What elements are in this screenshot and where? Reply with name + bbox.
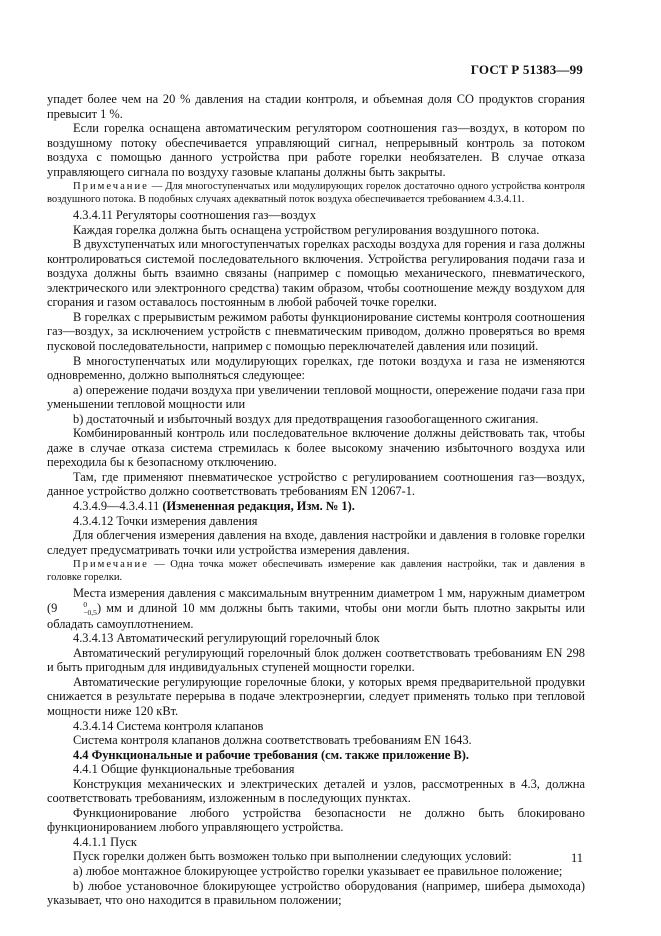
section-heading: 4.4.1.1 Пуск <box>73 834 137 849</box>
section-heading: 4.3.4.13 Автоматический регулирующий горелочный блок <box>73 631 380 646</box>
note-text: — Для многоступенчатых или модулирующих горелок достаточно одного устройства контроля воздушного потока. В подобных случаях адекватный поток воздуха обеспечивается требованием 4.3.4.11. <box>47 181 585 205</box>
tolerance-upper: 0 <box>83 599 88 609</box>
section-heading: 4.4.1 Общие функциональные требования <box>73 762 295 777</box>
paragraph: В горелках с прерывистым режимом работы функционирование системы контроля соотношения газ—воздух, за исключением устройств с пневматическим приводом, должно проверяться во время пусковой последовательности, например с помощью переключателей давления или позиций. <box>47 309 585 354</box>
note-label: Примечание <box>73 559 149 571</box>
section-heading: 4.3.4.12 Точки измерения давления <box>73 513 258 528</box>
page-header: ГОСТ Р 51383—99 <box>470 62 583 77</box>
paragraph: В многоступенчатых или модулирующих горелках, где потоки воздуха и газа не изменяются одновременно, должно выполняться следующее: <box>47 353 585 383</box>
section-heading-bold <box>47 748 585 763</box>
note <box>47 181 585 206</box>
paragraph: Автоматические регулирующие горелочные блоки, у которых время предварительной продувки снижается в результате перерыва в подаче электроэнергии, следует применять только при тепловой мощности ниже 120 кВт. <box>47 674 585 719</box>
tolerance-lower: −0,5 <box>83 607 97 617</box>
document-body <box>47 92 585 908</box>
section-heading: 4.3.4.14 Система контроля клапанов <box>73 718 264 733</box>
note-label: Примечание <box>73 181 149 193</box>
amendment-note <box>47 499 585 514</box>
paragraph: Система контроля клапанов должна соответствовать требованиям EN 1643. <box>73 733 472 748</box>
note <box>47 559 585 584</box>
paragraph: Комбинированный контроль или последовательное включение должны действовать так, чтобы даже в случае отказа система стремилась к более высокому значению избыточного воздуха или переходила бы к безопасному отключению. <box>47 426 585 470</box>
note-text: — Одна точка может обеспечивать измерение как давления настройки, так и давления в головке горелки. <box>47 559 585 583</box>
paragraph <box>47 586 585 631</box>
section-heading-text: 4.4 Функциональные и рабочие требования (см. также приложение В). <box>73 747 469 762</box>
amendment-ref: 4.3.4.9—4.3.4.11 <box>73 499 163 514</box>
list-item: a) опережение подачи воздуха при увеличении тепловой мощности, опережение подачи газа при уменьшении тепловой мощности или <box>47 382 585 412</box>
paragraph: Там, где применяют пневматическое устройство с регулированием соотношения газ—воздух, данное устройство должно соответствовать требованиям EN 12067-1. <box>47 469 585 499</box>
paragraph: упадет более чем на 20 % давления на стадии контроля, и объемная доля СО продуктов сгорания превысит 1 %. <box>47 92 585 121</box>
amendment-bold: (Измененная редакция, Изм. № 1). <box>162 499 355 514</box>
paragraph-text: ) мм и длиной 10 мм должны быть такими, чтобы они могли быть плотно закрыты или обладать самоуплотнением. <box>47 600 585 631</box>
paragraph-text: Места измерения давления с максимальным внутренним диаметром 1 мм, наружным диаметром (9 <box>47 586 585 615</box>
paragraph: В двухступенчатых или многоступенчатых горелках расходы воздуха для горения и газа должны контролироваться системой последовательного включения. Устройства регулирования подачи газа и воздуха должны быть взаимно связаны (например с помощью механического, пневматического, электрического или электронного средства) таким образом, чтобы соотношение между воздухом для сгорания и газом оставалось постоянным в любой рабочей точке горелки. <box>47 237 585 310</box>
paragraph: Пуск горелки должен быть возможен только при выполнении следующих условий: <box>73 849 512 864</box>
paragraph: Если горелка оснащена автоматическим регулятором соотношения газ—воздух, в котором по воздушному потоку обеспечивается управляющий сигнал, непрерывный контроль за потоком воздуха с помощью данного устройства при работе горелки необязателен. В случае отказа управляющего сигнала по воздуху газовые клапаны должны быть закрыты. <box>47 121 585 179</box>
paragraph: Конструкция механических и электрических деталей и узлов, рассмотренных в 4.3, должна соответствовать требованиям, изложенным в последующих пунктах. <box>47 776 585 806</box>
paragraph: Для облегчения измерения давления на входе, давления настройки и давления в головке горелки следует предусматривать точки или устройства измерения давления. <box>47 528 585 557</box>
list-item: a) любое монтажное блокирующее устройство горелки указывает ее правильное положение; <box>73 864 563 879</box>
list-item: b) любое установочное блокирующее устройство оборудования (например, шибера дымохода) указывает, что оно находится в правильном положении; <box>47 878 585 908</box>
tolerance <box>57 601 97 617</box>
paragraph: Функционирование любого устройства безопасности не должно быть блокировано функционированием любого управляющего устройства. <box>47 805 585 835</box>
paragraph: Каждая горелка должна быть оснащена устройством регулирования воздушного потока. <box>73 222 540 237</box>
list-item: b) достаточный и избыточный воздух для предотвращения газообогащенного сжигания. <box>73 411 539 426</box>
page-number: 11 <box>570 851 583 865</box>
paragraph: Автоматический регулирующий горелочный блок должен соответствовать требованиям EN 298 и быть пригодным для индивидуальных ступеней мощности горелки. <box>47 645 585 675</box>
section-heading: 4.3.4.11 Регуляторы соотношения газ—воздух <box>73 208 317 223</box>
